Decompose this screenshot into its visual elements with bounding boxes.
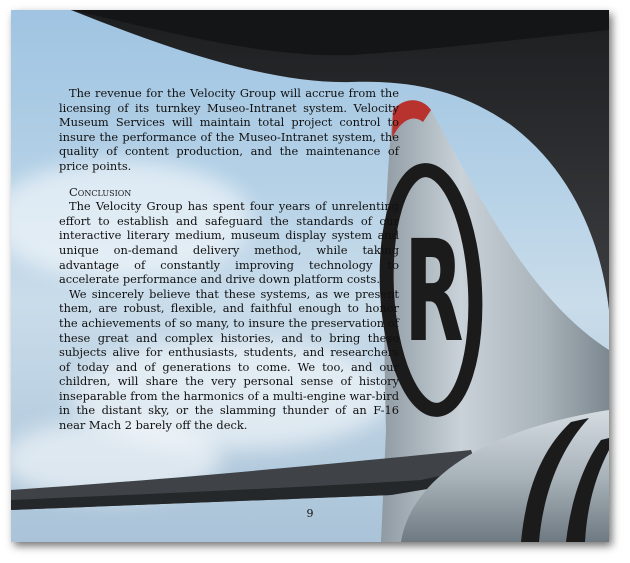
page-number: 9 xyxy=(306,507,314,520)
brochure-page xyxy=(11,10,609,542)
paragraph: The Velocity Group has spent four years of unrelenting effort to establish and safeguard the standards of our interactive literary medium, museum display system and unique on-demand delivery method, while taking advantage of constantly improving technology to accelerate performance and drive down platform costs. xyxy=(59,199,399,287)
section-heading: Conclusion xyxy=(69,184,132,199)
body-text xyxy=(59,86,399,433)
tail-letter: R xyxy=(404,209,464,374)
paragraph: We sincerely believe that these systems, as we present them, are robust, flexible, and faithful enough to honor the achievements of so many, to insure the preservation of these great and complex histories, and to bring these subjects alive for enthusiasts, students, and researchers of today and of generations to come. We too, and our children, will share the very personal sense of history inseparable from the harmonics of a multi-engine war-bird in the distant sky, or the slamming thunder of an F-16 near Mach 2 barely off the deck. xyxy=(59,286,399,433)
paragraph: The revenue for the Velocity Group will accrue from the licensing of its turnkey Museo-Intranet system. Velocity Museum Services will maintain total project control to insure the performance of the Museo-Intranet system, the quality of content production, and the maintenance of price points. xyxy=(59,86,399,173)
